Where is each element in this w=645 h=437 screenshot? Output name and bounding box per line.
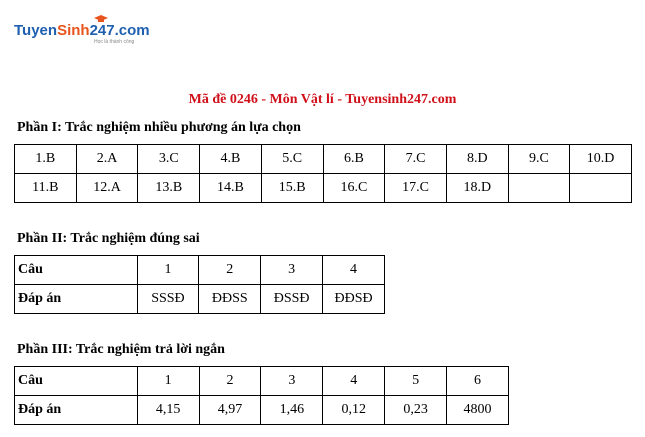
part3-heading: Phần III: Trắc nghiệm trả lời ngắn [17, 342, 225, 357]
answer-cell: 2.A [76, 145, 138, 174]
question-cell: 1 [137, 256, 199, 285]
answer-cell: 13.B [138, 174, 200, 203]
answer-cell: 18.D [446, 174, 508, 203]
part3-answer-table [14, 366, 509, 425]
answer-cell: ĐĐSĐ [323, 285, 385, 314]
answer-cell: 5.C [261, 145, 323, 174]
answer-cell: 9.C [508, 145, 569, 174]
part2-answer-table [14, 255, 385, 314]
table-row [15, 145, 632, 174]
answer-cell: 11.B [15, 174, 77, 203]
graduation-cap-icon [94, 15, 108, 23]
logo-brand: Tuyen [14, 22, 58, 39]
answer-cell: 1,46 [261, 396, 323, 425]
answer-cell: 0,23 [385, 396, 447, 425]
answer-cell: 4,97 [199, 396, 261, 425]
answer-cell: 4.B [200, 145, 262, 174]
table-row [15, 396, 509, 425]
answer-cell: 12.A [76, 174, 138, 203]
answer-cell: SSSĐ [137, 285, 199, 314]
answer-cell: 8.D [446, 145, 508, 174]
answer-cell [508, 174, 569, 203]
answer-cell: 10.D [570, 145, 632, 174]
answer-cell: 16.C [323, 174, 385, 203]
table-row [15, 285, 385, 314]
answer-cell: 6.B [323, 145, 385, 174]
question-cell: 1 [137, 367, 199, 396]
table-row [15, 256, 385, 285]
document-title: Mã đề 0246 - Môn Vật lí - Tuyensinh247.com [188, 92, 457, 107]
answer-cell: 0,12 [323, 396, 385, 425]
row-label: Đáp án [15, 396, 138, 425]
logo-wordmark [14, 22, 150, 39]
answer-cell: 1.B [15, 145, 77, 174]
part2-heading: Phần II: Trắc nghiệm đúng sai [17, 231, 200, 246]
part1-heading: Phần I: Trắc nghiệm nhiều phương án lựa chọn [17, 120, 301, 135]
answer-cell: 14.B [200, 174, 262, 203]
answer-cell: 3.C [138, 145, 200, 174]
question-cell: 2 [199, 256, 261, 285]
question-cell: 4 [323, 367, 385, 396]
row-label: Câu [15, 256, 138, 285]
question-cell: 3 [261, 256, 323, 285]
question-cell: 6 [447, 367, 509, 396]
logo-suffix: 247.com [89, 22, 150, 39]
question-cell: 2 [199, 367, 261, 396]
question-cell: 4 [323, 256, 385, 285]
part1-answer-table [14, 144, 632, 203]
table-row [15, 174, 632, 203]
logo-accent: Sinh [57, 22, 90, 39]
answer-cell: 15.B [261, 174, 323, 203]
logo-tagline: Học là thành công [94, 39, 135, 45]
answer-cell: 7.C [385, 145, 447, 174]
table-row [15, 367, 509, 396]
answer-cell: 4,15 [137, 396, 199, 425]
answer-cell: ĐSSĐ [261, 285, 323, 314]
answer-cell: 17.C [385, 174, 447, 203]
row-label: Câu [15, 367, 138, 396]
answer-cell: ĐĐSS [199, 285, 261, 314]
answer-cell [570, 174, 632, 203]
question-cell: 3 [261, 367, 323, 396]
question-cell: 5 [385, 367, 447, 396]
answer-cell: 4800 [447, 396, 509, 425]
row-label: Đáp án [15, 285, 138, 314]
